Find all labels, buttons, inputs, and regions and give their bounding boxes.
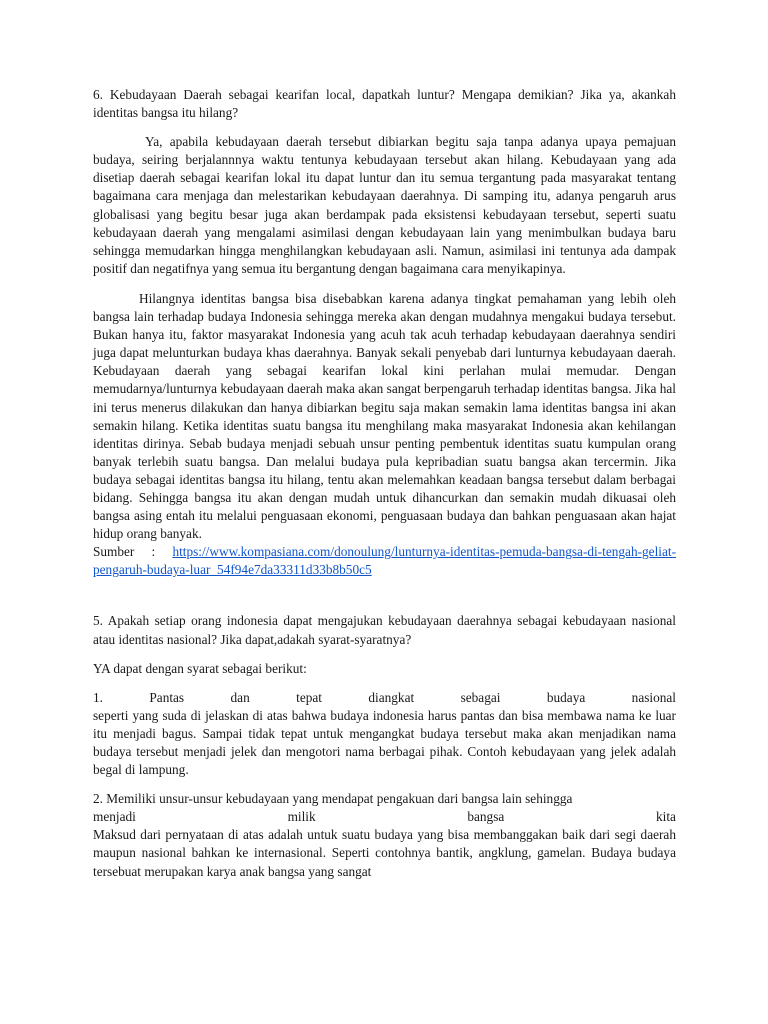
answer-6-paragraph-2: Hilangnya identitas bangsa bisa disebabkan karena adanya tingkat pemahaman yang lebih oleh bangsa lain terhadap budaya Indonesia sehingga mereka akan dengan mudahnya mengakui budaya tersebut. Bukan hanya itu, faktor masyarakat Indonesia yang acuh tak acuh terhadap kebudayaan daerahnya sendiri juga dapat melunturkan budaya khas daerahnya. Banyak sekali penyebab dari lunturnya kebudayaan daerah. Kebudayaan daerah yang sebagai kearifan lokal kini perlahan mulai memudar. Dengan memudarnya/lunturnya kebudayaan daerah maka akan sangat berpengaruh terhadap identitas bangsa. Jika hal ini terus menerus dilakukan dan hanya dibiarkan begitu saja makan semakin lama identitas bangsa ini akan semakin hilang. Ketika identitas suatu bangsa itu menghilang maka masyarakat Indonesia akan kehilangan identitas dirinya. Sebab budaya menjadi sebuah unsur penting pembentuk identitas suatu kumpulan orang banyak terlebih suatu bangsa. Dan melalui budaya pula kepribadian suatu bangsa akan tercermin. Jika budaya sebagai identitas bangsa itu hilang, tentu akan melemahkan keadaan bangsa tersebut dalam berbagai bidang. Sehingga bangsa itu akan dengan mudah untuk dihancurkan dan semakin mudah dikuasai oleh bangsa asing entah itu melalui penguasaan ekonomi, penguasaan budaya dan bahkan penguasaan akan hajat hidup orang banyak. [93, 290, 676, 542]
question-6: 6. Kebudayaan Daerah sebagai kearifan local, dapatkah luntur? Mengapa demikian? Jika ya, akankah identitas bangsa itu hilang? [93, 87, 676, 121]
requirement-1-heading-word: tepat [296, 689, 322, 705]
requirement-2-heading-word: kita [656, 809, 676, 825]
requirement-1-heading-word: 1. [93, 689, 103, 705]
requirement-2-heading-continued [93, 808, 676, 826]
source-link[interactable]: https://www.kompasiana.com/donoulung/lunturnya-identitas-pemuda-bangsa-di-tengah-geliat-pengaruh-budaya-luar_54f94e7da33311d33b8b50c5 [93, 544, 676, 578]
requirement-1-heading-word: budaya [546, 689, 586, 705]
requirement-2-heading-word: menjadi [93, 809, 136, 825]
requirement-1-heading-word: sebagai [460, 689, 501, 705]
source-line [93, 543, 676, 579]
requirement-1-heading [93, 689, 676, 707]
requirement-2 [93, 790, 676, 880]
answer-5-intro: YA dapat dengan syarat sebagai berikut: [93, 660, 307, 676]
requirement-2-heading: 2. Memiliki unsur-unsur kebudayaan yang mendapat pengakuan dari bangsa lain sehingga [93, 791, 573, 807]
answer-6-paragraph-1: Ya, apabila kebudayaan daerah tersebut dibiarkan begitu saja tanpa adanya upaya pemajuan budaya, seiring berjalannnya waktu tentunya kebudayaan tersebut akan hilang. Kebudayaan yang ada disetiap daerah sebagai kearifan lokal itu dapat luntur dan itu semua tergantung pada masyarakat tentang bagaimana cara menjaga dan melestarikan kebudayaan daerahnya. Di samping itu, adanya pengaruh arus globalisasi yang begitu besar juga akan berdampak pada eksistensi kebudayaan tersebut, seperti suatu kebudayaan daerah yang mengalami asimilasi dengan kebudayaan lain yang menimbulkan budaya baru sehingga memudarkan hingga menghilangkan kebudayaan asli. Namun, asimilasi ini tentunya ada dampak positif dan negatifnya yang semua itu bergantung dengan bagaimana cara menyikapinya. [93, 134, 676, 276]
requirement-1 [93, 689, 676, 779]
requirement-2-heading-word: bangsa [467, 809, 505, 825]
requirement-1-heading-word: dan [230, 689, 250, 705]
requirement-1-heading-word: nasional [631, 689, 676, 705]
requirement-2-heading-word: milik [287, 809, 316, 825]
requirement-1-body: seperti yang suda di jelaskan di atas bahwa budaya indonesia harus pantas dan bisa membawa nama ke luar itu menjadi bagus. Sampai tidak tepat untuk mengangkat budaya tersebut maka akan menjadikan nama budaya tersebut menjadi jelek dan mengotori nama berbagai pihak. Contoh kebudayaan yang jelek adalah begal di lampung. [93, 707, 676, 778]
source-label: Sumber : [93, 544, 173, 560]
requirement-1-heading-word: diangkat [368, 689, 415, 705]
requirement-2-body: Maksud dari pernyataan di atas adalah untuk suatu budaya yang bisa membanggakan baik dari segi daerah maupun nasional bahkan ke internasional. Seperti contohnya bantik, angklung, gamelan. Budaya budaya tersebuat merupakan karya anak bangsa yang sangat [93, 827, 676, 879]
requirement-1-heading-word: Pantas [149, 689, 185, 705]
question-5: 5. Apakah setiap orang indonesia dapat mengajukan kebudayaan daerahnya sebagai kebudayaan nasional atau identitas nasional? Jika dapat,adakah syarat-syaratnya? [93, 613, 676, 647]
